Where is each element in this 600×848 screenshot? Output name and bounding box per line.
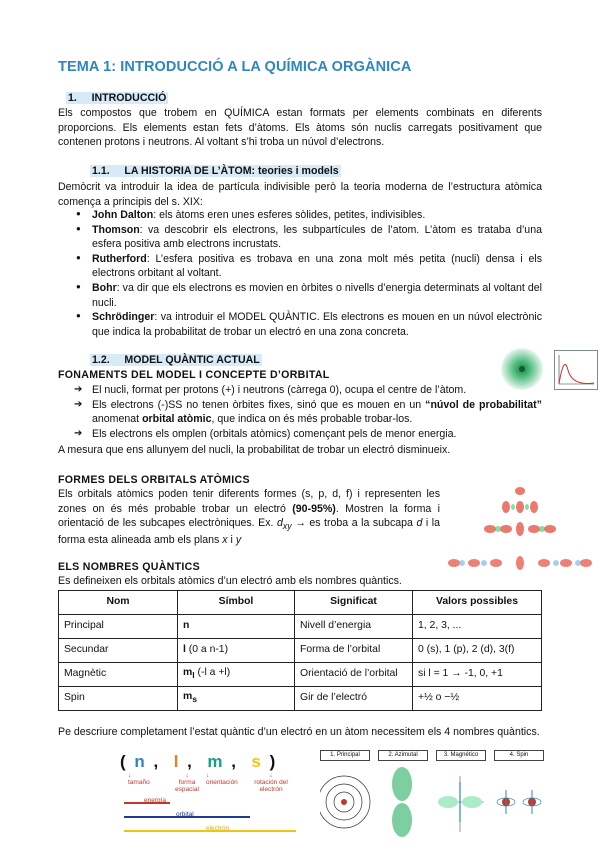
- section-number: 1.1.: [92, 165, 110, 177]
- table-cell: 1, 2, 3, ...: [413, 615, 542, 639]
- table-cell: Orientació de l’orbital: [295, 663, 413, 687]
- orbital-fundamentals-list: [72, 383, 542, 441]
- quantum-numbers-heading: ELS NOMBRES QUÀNTICS: [58, 561, 200, 573]
- table-cell: $m_s$: [178, 687, 295, 711]
- qn-label: orientación: [206, 779, 238, 787]
- list-item: ➔ Els electrons els omplen (orbitals atòmics) començant pels de menor energia.: [72, 427, 542, 442]
- subheading: FONAMENTS DEL MODEL I CONCEPTE D’ORBITAL: [58, 369, 330, 381]
- scientist-name: Schrödinger: [92, 311, 155, 324]
- table-cell: l (0 a n-1): [178, 639, 295, 663]
- table-header-row: [59, 591, 542, 615]
- section-title: INTRODUCCIÓ: [91, 92, 167, 104]
- scientist-name: Rutherford: [92, 252, 147, 265]
- column-header: Símbol: [178, 591, 295, 615]
- history-intro: Demòcrit va introduir la idea de partícula indivisible però la teoria moderna de l’estructura atòmica comença a principis del s. XIX:: [58, 181, 542, 208]
- page-title: TEMA 1: INTRODUCCIÓ A LA QUÍMICA ORGÀNICA: [58, 59, 412, 75]
- list-item: ➔ Els electrons (-)SS no tenen òrbites fixes, sinó que es mouen en un “núvol de probabilitat” anomenat orbital atòmic, que indica on és més probable trobar-los.: [72, 398, 542, 427]
- table-cell: Secundar: [59, 639, 178, 663]
- closing-sentence: A mesura que ens allunyem del nucli, la probabilitat de trobar un electró disminueix.: [58, 444, 451, 456]
- table-cell: Principal: [59, 615, 178, 639]
- table-cell: +½ o −½: [413, 687, 542, 711]
- section-title: MODEL QUÀNTIC ACTUAL: [124, 354, 260, 366]
- orbital-shapes-heading: FORMES DELS ORBITALS ATÒMICS: [58, 474, 250, 486]
- qn-letter-s: s: [251, 752, 263, 771]
- quantum-numbers-table: [58, 590, 542, 711]
- orbital-shapes-figure: [444, 483, 596, 583]
- table-cell: Gir de l’electró: [295, 687, 413, 711]
- bar-label: orbital: [176, 811, 194, 818]
- section-1-1-heading: [90, 164, 341, 179]
- column-header: Valors possibles: [413, 591, 542, 615]
- quantum-numbers-intro: Es defineixen els orbitals atòmics d’un electró amb els nombres quàntics.: [58, 575, 402, 587]
- list-item: ● Rutherford: L’esfera positiva es trobava en una zona molt més petita (nucli) densa i els electrons orbitant al voltant.: [72, 252, 542, 281]
- list-item: ➔ El nucli, format per protons (+) i neutrons (càrrega 0), ocupa el centre de l’àtom.: [72, 383, 542, 398]
- final-paragraph: Pe descriure completament l’estat quàntic d’un electró en un àtom necessitem els 4 nombres quàntics.: [58, 726, 540, 738]
- table-cell: Spin: [59, 687, 178, 711]
- qn-label: tamaño: [128, 779, 150, 787]
- column-header: Nom: [59, 591, 178, 615]
- table-cell: Forma de l’orbital: [295, 639, 413, 663]
- atom-models-list: [72, 208, 542, 339]
- intro-paragraph: Els compostos que trobem en QUÍMICA estan formats per elements combinats en diferents proporcions. Els elements estan fets d’àtoms. Els àtoms són nuclis carregats positivament que contenen protons i neutrons. Al voltant s’hi troba un núvol d’electrons.: [58, 107, 542, 149]
- table-row: [59, 663, 542, 687]
- bar-label: electrón: [206, 825, 230, 832]
- bar-label: energía: [144, 797, 167, 804]
- qn-letter-n: n: [134, 752, 147, 771]
- table-cell: n: [178, 615, 295, 639]
- table-row: [59, 615, 542, 639]
- section-1-2-heading: [90, 353, 262, 368]
- table-cell: $m_l$ (-l a +l): [178, 663, 295, 687]
- section-number: 1.2.: [92, 354, 110, 366]
- scientist-name: John Dalton: [92, 209, 154, 221]
- panel-label: 4. Spin: [494, 750, 544, 761]
- column-header: Significat: [295, 591, 413, 615]
- scientist-name: Bohr: [92, 282, 117, 295]
- list-item: ● Thomson: va descobrir els electrons, les subpartícules de l’atom. L’àtom es trataba d’una esfera positiva amb electrons incrustats.: [72, 223, 542, 252]
- panel-label: 2. Azimutal: [378, 750, 428, 761]
- table-cell: si l = 1 → -1, 0, +1: [413, 663, 542, 687]
- list-item: ● Schrödinger: va introduir el MODEL QUÀNTIC. Els electrons es mouen en un núvol electrònic que indica la probabilitat de trobar un electró en una zona concreta.: [72, 310, 542, 339]
- section-number: 1.: [68, 92, 77, 104]
- qn-letter-l: l: [173, 752, 181, 771]
- table-cell: Magnètic: [59, 663, 178, 687]
- panel-label: 1. Principal: [320, 750, 370, 761]
- qn-label: rotación del electrón: [254, 779, 288, 794]
- quantum-numbers-figure: ( n , l , m , s ) ↓ tamaño ↓ forma espacial ↓ orientación ↓ rotación del electrón energía orbital electrón: [120, 750, 300, 842]
- table-row: [59, 639, 542, 663]
- qn-label: forma espacial: [175, 779, 199, 794]
- table-row: [59, 687, 542, 711]
- table-cell: 0 (s), 1 (p), 2 (d), 3(f): [413, 639, 542, 663]
- qn-letter-m: m: [207, 752, 225, 771]
- list-item: ● Bohr: va dir que els electrons es movien en òrbites o nivells d’energia determinats al voltant del nucli.: [72, 281, 542, 310]
- section-1-heading: [66, 91, 168, 106]
- section-title: LA HISTORIA DE L’ÀTOM: teories i models: [124, 165, 339, 177]
- panel-label: 3. Magnético: [436, 750, 486, 761]
- scientist-name: Thomson: [92, 223, 140, 236]
- probability-graph: [554, 350, 598, 390]
- orbital-models-figure: [320, 750, 550, 842]
- orbital-shapes-paragraph: Els orbitals atòmics poden tenir diferents formes (s, p, d, f) i representen les zones on és més probable trobar un electró (90-95%). Mostren la forma i orientació de les subcapes electròniques. Ex. $d_{xy}$ → es troba a la subcapa d i la forma esta alineada amb els plans x i y: [58, 488, 440, 546]
- list-item: ● John Dalton: els àtoms eren unes esferes sòlides, petites, indivisibles.: [72, 208, 542, 223]
- table-cell: Nivell d’energia: [295, 615, 413, 639]
- orbital-model-drawings: [320, 764, 550, 842]
